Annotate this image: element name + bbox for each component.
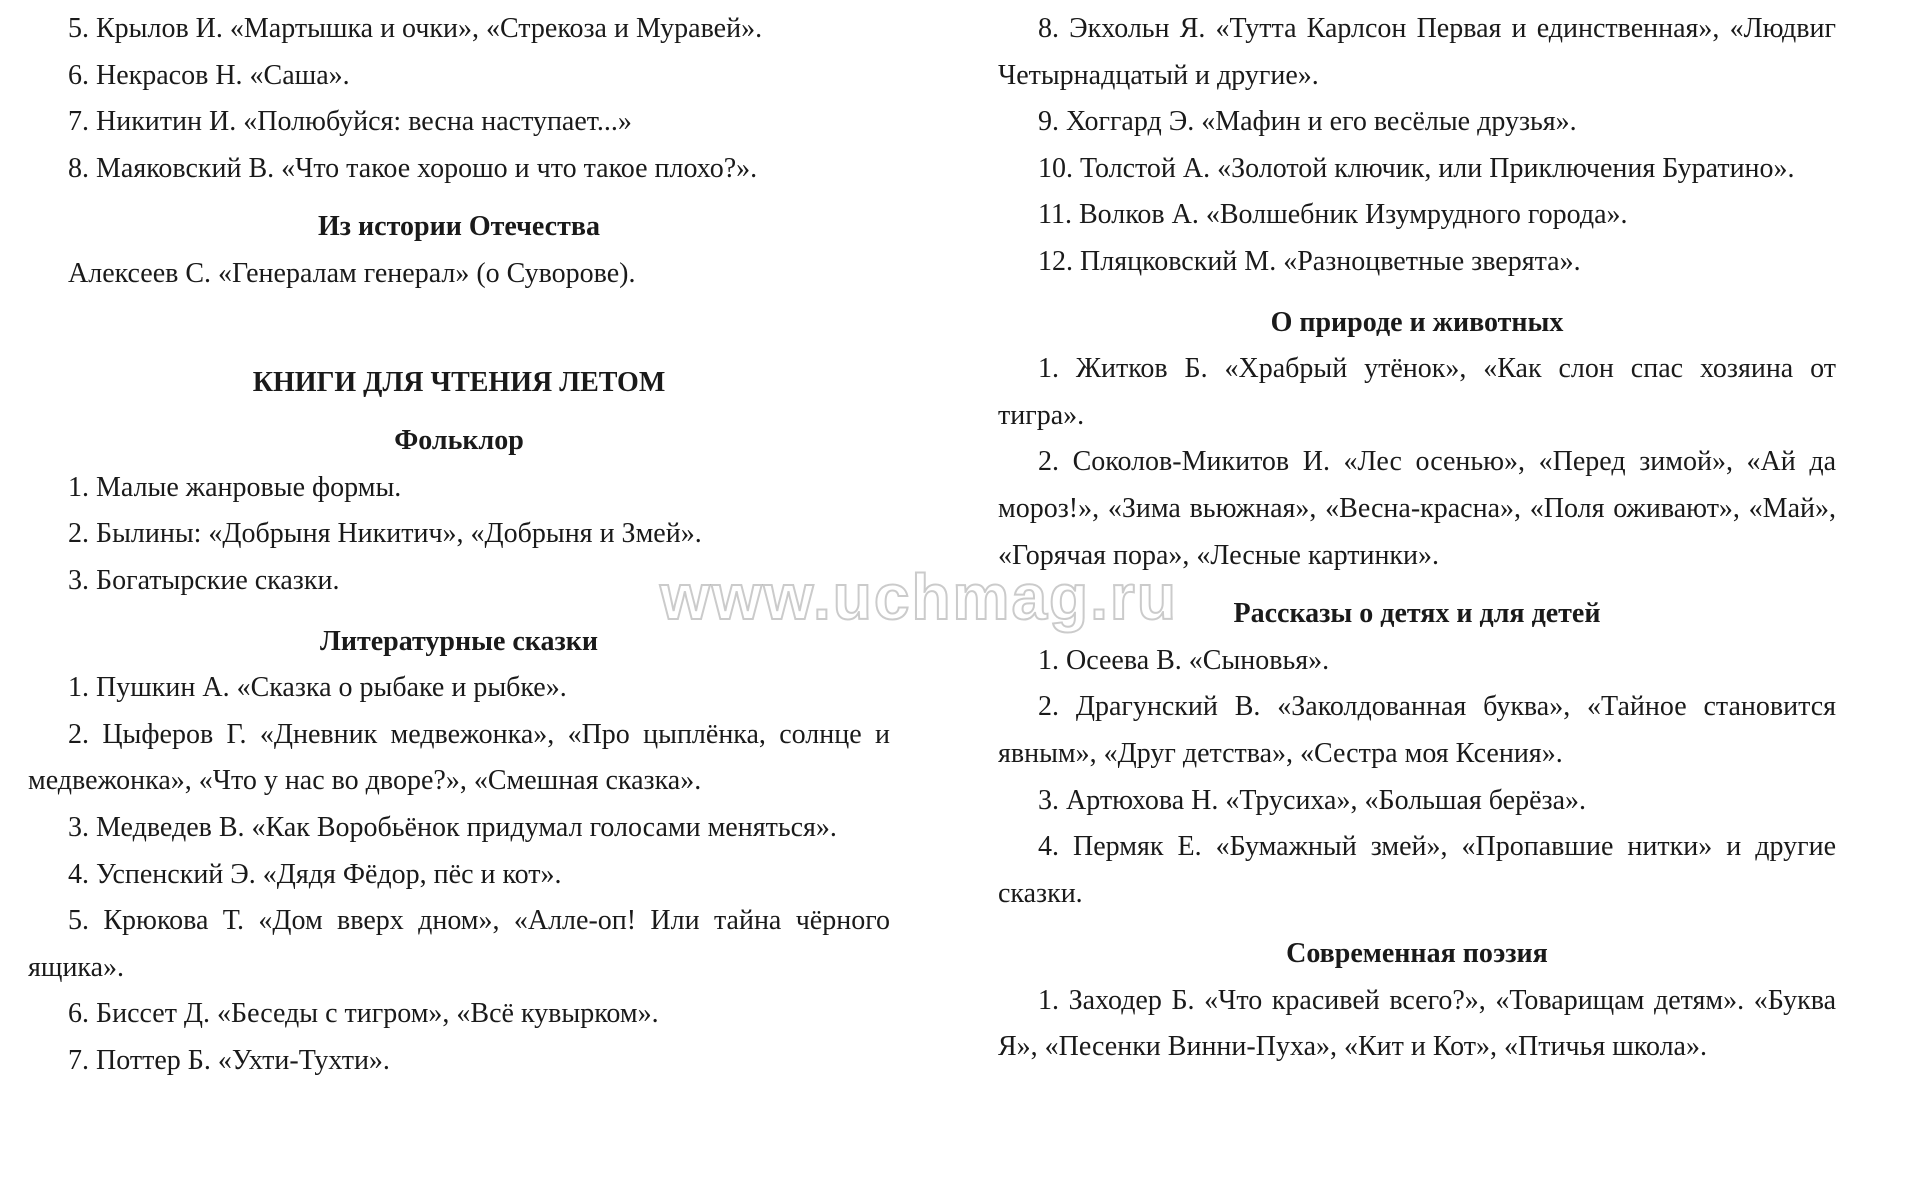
list-item: 9. Хоггард Э. «Мафин и его весёлые друзья». bbox=[1038, 106, 1577, 138]
watermark: www.uchmag.ru bbox=[660, 561, 1178, 633]
list-item: 12. Пляцковский М. «Разноцветные зверята». bbox=[1038, 245, 1581, 277]
section-title-poetry: Современная поэзия bbox=[1286, 938, 1548, 970]
right-column bbox=[998, 6, 1836, 1071]
list-item: 2. Цыферов Г. «Дневник медвежонка», «Про цыплёнка, солнце и медвежонка», «Что у нас во дворе?», «Смешная сказка». bbox=[28, 718, 890, 797]
list-item: 3. Богатырские сказки. bbox=[68, 564, 340, 596]
list-item: 1. Осеева В. «Сыновья». bbox=[1038, 644, 1330, 676]
list-item: 5. Крылов И. «Мартышка и очки», «Стрекоза и Муравей». bbox=[68, 13, 763, 44]
section-title-summer-reading: КНИГИ ДЛЯ ЧТЕНИЯ ЛЕТОМ bbox=[252, 366, 666, 398]
list-item: 8. Экхольн Я. «Тутта Карлсон Первая и единственная», «Людвиг Четырнадцатый и другие». bbox=[998, 13, 1836, 91]
section-title-nature: О природе и животных bbox=[1270, 306, 1564, 338]
list-item: 1. Заходер Б. «Что красивей всего?», «Товарищам детям». «Буква Я», «Песенки Винни-Пуха», «Кит и Кот», «Птичья школа». bbox=[998, 984, 1836, 1063]
list-item: 6. Биссет Д. «Беседы с тигром», «Всё кувырком». bbox=[68, 998, 659, 1030]
section-title-literary-tales: Литературные сказки bbox=[319, 625, 599, 657]
list-item: 1. Житков Б. «Храбрый утёнок», «Как слон спас хозяина от тигра». bbox=[998, 353, 1836, 431]
list-item: 2. Соколов-Микитов И. «Лес осенью», «Перед зимой», «Ай да мороз!», «Зима вьюжная», «Весна-красна», «Поля оживают», «Май», «Горячая пора», «Лесные картинки». bbox=[998, 446, 1836, 571]
list-item: 1. Пушкин А. «Сказка о рыбаке и рыбке». bbox=[68, 672, 567, 704]
section-title-children: Рассказы о детях и для детей bbox=[1233, 598, 1601, 630]
list-item: 2. Былины: «Добрыня Никитич», «Добрыня и Змей». bbox=[68, 518, 702, 550]
list-item: 3. Медведев В. «Как Воробьёнок придумал голосами меняться». bbox=[68, 811, 837, 843]
list-item: 3. Артюхова Н. «Трусиха», «Большая берёза». bbox=[1038, 784, 1587, 816]
list-item: 1. Малые жанровые формы. bbox=[68, 471, 402, 503]
list-item: 6. Некрасов Н. «Саша». bbox=[68, 59, 350, 91]
left-column bbox=[28, 6, 890, 1084]
list-item: 5. Крюкова Т. «Дом вверх дном», «Алле-оп! Или тайна чёрного ящика». bbox=[28, 905, 890, 983]
list-item: 11. Волков А. «Волшебник Изумрудного города». bbox=[1038, 199, 1628, 231]
list-item: 4. Успенский Э. «Дядя Фёдор, пёс и кот». bbox=[68, 858, 562, 890]
section-title-folklore: Фольклор bbox=[394, 425, 524, 457]
list-item: 7. Поттер Б. «Ухти-Тухти». bbox=[68, 1044, 390, 1076]
list-item: 10. Толстой А. «Золотой ключик, или Приключения Буратино». bbox=[1038, 152, 1795, 184]
list-item: 8. Маяковский В. «Что такое хорошо и что такое плохо?». bbox=[68, 152, 758, 184]
list-item: 2. Драгунский В. «Заколдованная буква», «Тайное становится явным», «Друг детства», «Сестра моя Ксения». bbox=[998, 691, 1836, 769]
list-item: 4. Пермяк Е. «Бумажный змей», «Пропавшие нитки» и другие сказки. bbox=[998, 831, 1836, 909]
list-item: 7. Никитин И. «Полюбуйся: весна наступает...» bbox=[68, 106, 632, 138]
section-title-history: Из истории Отечества bbox=[318, 211, 600, 243]
list-item: Алексеев С. «Генералам генерал» (о Суворове). bbox=[68, 257, 636, 289]
